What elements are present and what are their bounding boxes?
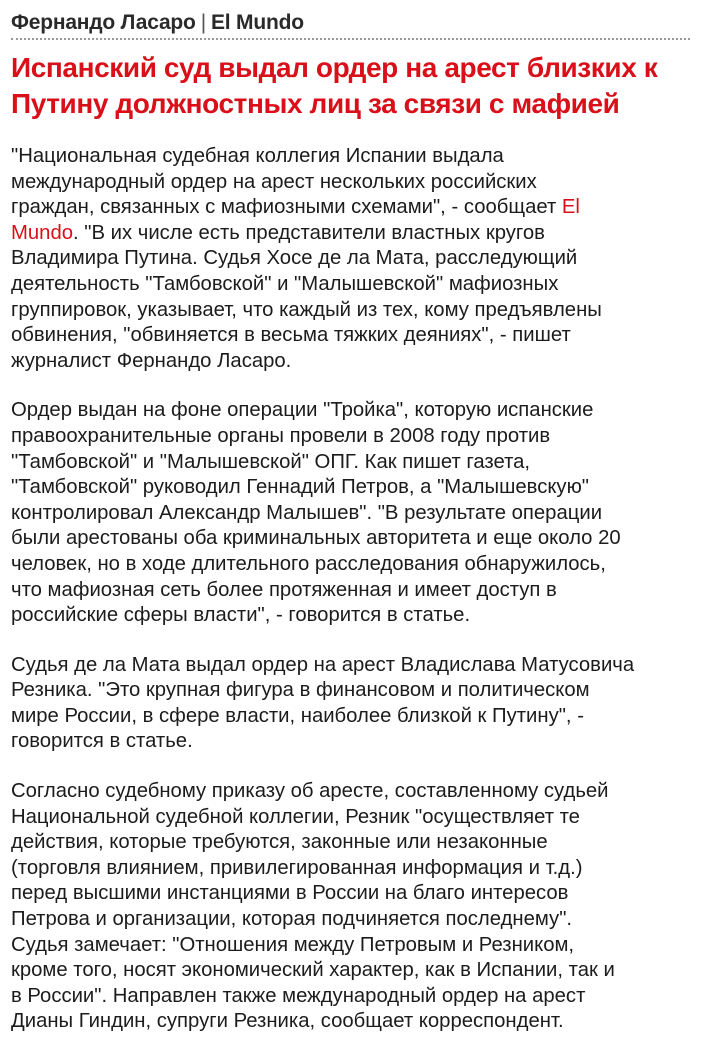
paragraph-4 [11,779,701,1035]
text-line: "Тамбовской" руководил Геннадий Петров, а "Малышевскую" [11,476,589,499]
text-line: группировок, указывает, что каждый из тех, кому предъявлены [11,298,602,321]
text-line [11,221,701,247]
text-line: Национальной судебной коллегии, Резник "осуществляет те [11,805,580,828]
headline-line-2: Путину должностных лиц за связи с мафией [11,88,620,119]
text-line: говорится в статье. [11,730,193,753]
text-line: перед высшими инстанциями в России на благо интересов [11,882,569,905]
text-line: Судья замечает: "Отношения между Петровым и Резником, [11,933,575,956]
paragraph-1 [11,144,701,374]
author-name: Фернандо Ласаро [11,11,196,34]
text-segment: . "В их числе есть представители властных кругов [73,221,545,244]
byline-separator: | [200,11,206,34]
text-line: Судья де ла Мата выдал ордер на арест Владислава Матусовича [11,653,635,676]
article-body [11,144,701,1059]
text-line: в России". Направлен также международный ордер на арест [11,984,586,1007]
el-mundo-link-part-1[interactable]: El [561,196,580,219]
text-line: "Тамбовской" и "Малышевской" ОПГ. Как пишет газета, [11,450,531,473]
text-line: кроме того, носят экономический характер, как в Испании, так и [11,959,615,982]
paragraph-3 [11,653,701,755]
text-segment: граждан, связанных с мафиозными схемами", - сообщает [11,196,562,219]
text-line: (торговля влиянием, привилегированная информация и т.д.) [11,856,583,879]
text-line: Ордер выдан на фоне операции "Тройка", которую испанские [11,399,594,422]
text-line: что мафиозная сеть более протяженная и имеет доступ в [11,578,557,601]
text-line: Резника. "Это крупная фигура в финансовом и политическом [11,679,590,702]
text-line [11,195,701,221]
text-line: Петрова и организации, которая подчиняется последнему". [11,908,573,931]
text-line: российские сферы власти", - говорится в статье. [11,604,471,627]
text-line: журналист Фернандо Ласаро. [11,349,292,372]
text-line: человек, но в ходе длительного расследования обнаружилось, [11,552,606,575]
el-mundo-link-part-2[interactable]: Mundo [11,221,74,244]
text-line: контролировал Александр Малышев". "В результате операции [11,501,603,524]
text-line: Владимира Путина. Судья Хосе де ла Мата, расследующий [11,247,578,270]
text-line: Дианы Гиндин, супруги Резника, сообщает корреспондент. [11,1010,564,1033]
article-headline [11,50,701,122]
text-line: Согласно судебному приказу об аресте, составленному судьей [11,780,609,803]
text-line: деятельность "Тамбовской" и "Малышевской" мафиозных [11,272,559,295]
text-line: международный ордер на арест нескольких российских [11,170,537,193]
dotted-divider [11,38,690,40]
byline-bar [0,0,720,48]
text-line: правоохранительные органы провели в 2008 году против [11,424,551,447]
text-line: действия, которые требуются, законные или незаконные [11,831,548,854]
text-line: мире России, в сфере власти, наиболее близкой к Путину", - [11,704,584,727]
paragraph-2 [11,398,701,628]
byline [11,11,304,35]
headline-line-1: Испанский суд выдал ордер на арест близких к [11,52,658,83]
text-line: были арестованы оба криминальных авторитета и еще около 20 [11,527,621,550]
source-name: El Mundo [210,11,304,34]
text-line: "Национальная судебная коллегия Испании выдала [11,145,504,167]
text-line: обвинения, "обвиняется в весьма тяжких деяниях", - пишет [11,324,571,347]
